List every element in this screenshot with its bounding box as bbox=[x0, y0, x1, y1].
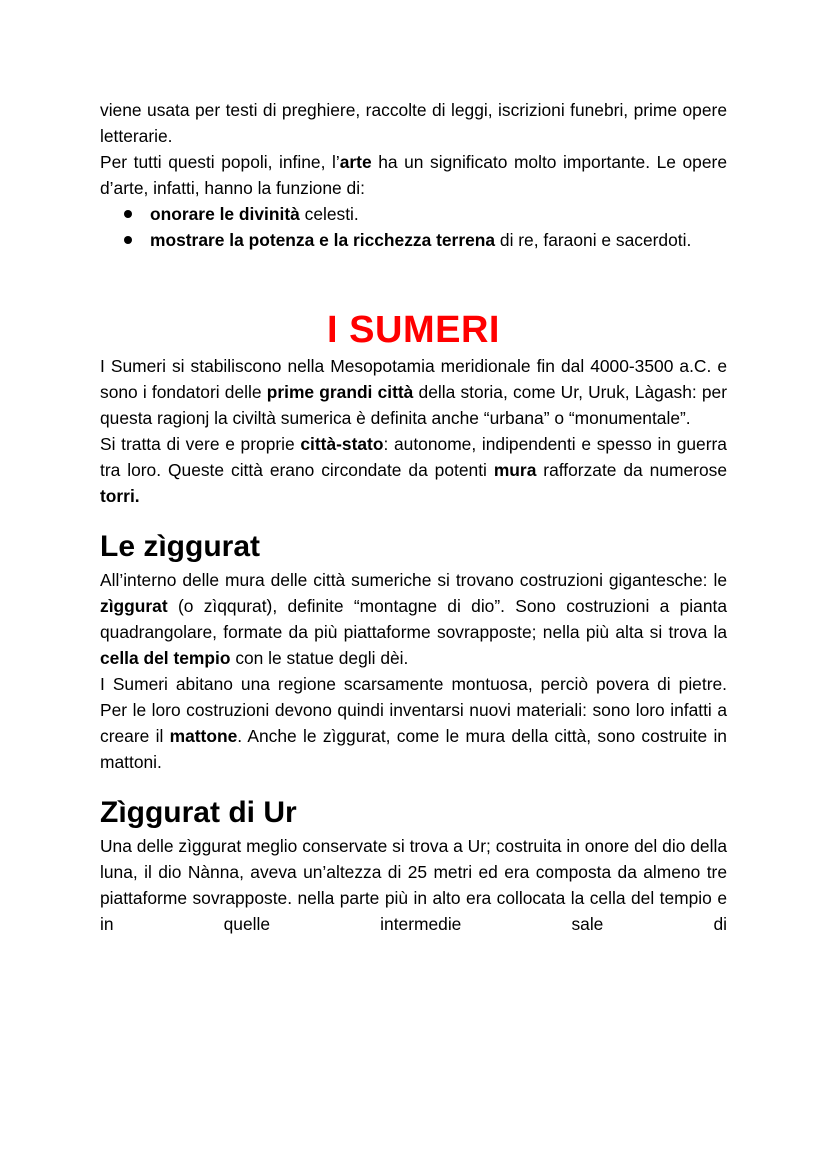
ziggurat-p1-text-3: con le statue degli dèi. bbox=[230, 648, 409, 668]
intro-paragraph-1: viene usata per testi di preghiere, raccolte di leggi, iscrizioni funebri, prime opere letterarie. bbox=[100, 100, 727, 146]
ziggurat-p1-bold-2: cella del tempio bbox=[100, 648, 231, 668]
sumeri-p2-bold-1: città-stato bbox=[300, 434, 384, 454]
section-heading-ur: Zìggurat di Ur bbox=[100, 796, 297, 829]
ziggurat-p1-text-2: (o zìqqurat), definite “montagne di dio”. Sono costruzioni a pianta quadrangolare, formate da più piattaforme sovrapposte; nella più alta si trova la bbox=[100, 596, 727, 642]
sumeri-p2-text-1: Si tratta di vere e proprie bbox=[100, 434, 301, 454]
section-heading-ziggurat: Le zìggurat bbox=[100, 530, 261, 563]
ziggurat-p1-bold-1: zìggurat bbox=[100, 596, 168, 616]
bullet-icon bbox=[124, 210, 132, 218]
intro-p2-text-2: ha un significato molto importante. Le opere d’arte, infatti, hanno la funzione di: bbox=[100, 152, 727, 198]
intro-p2-bold: arte bbox=[339, 152, 372, 172]
ziggurat-p2-text-1: I Sumeri abitano una regione scarsamente montuosa, perciò povera di pietre. Per le loro costruzioni devono quindi inventarsi nuovi materiali: sono loro infatti a creare il bbox=[100, 674, 727, 746]
section-spacer bbox=[100, 509, 727, 527]
list-item-bold: mostrare la potenza e la ricchezza terrena bbox=[150, 230, 496, 250]
intro-paragraph-2 bbox=[100, 149, 727, 201]
ziggurat-p2-text-2: . Anche le zìggurat, come le mura della città, sono costruite in mattoni. bbox=[100, 726, 727, 772]
page-title: I SUMERI bbox=[327, 309, 500, 351]
sumeri-p1-bold: prime grandi città bbox=[266, 382, 414, 402]
list-item bbox=[100, 227, 727, 253]
ur-paragraph-1: Una delle zìggurat meglio conservate si trova a Ur; costruita in onore del dio della luna, il dio Nànna, aveva un’altezza di 25 metri ed era composta da almeno tre piattaforme sovrapposte. nella parte più in alto era collocata la cella del tempio e in quelle intermedie sale di bbox=[100, 836, 727, 934]
list-item bbox=[100, 201, 727, 227]
sumeri-paragraph-2 bbox=[100, 431, 727, 509]
ziggurat-p2-bold: mattone bbox=[169, 726, 238, 746]
ziggurat-paragraph-2 bbox=[100, 671, 727, 775]
sumeri-p1-text-2: della storia, come Ur, Uruk, Làgash: per questa ragionj la civiltà sumerica è definita anche “urbana” o “monumentale”. bbox=[100, 382, 728, 428]
function-list bbox=[100, 201, 727, 253]
ziggurat-paragraph-1 bbox=[100, 567, 727, 671]
sumeri-p1-text-1: I Sumeri si stabiliscono nella Mesopotamia meridionale fin dal 4000-3500 a.C. e sono i fondatori delle bbox=[100, 356, 727, 402]
section-spacer bbox=[100, 775, 727, 793]
sumeri-p2-bold-3: torri. bbox=[100, 486, 140, 506]
sumeri-p2-text-2: : autonome, indipendenti e spesso in guerra tra loro. Queste città erano circondate da potenti bbox=[100, 434, 727, 480]
list-item-text: celesti. bbox=[299, 204, 359, 224]
intro-p2-text-1: Per tutti questi popoli, infine, l’ bbox=[100, 152, 340, 172]
list-item-text: di re, faraoni e sacerdoti. bbox=[495, 230, 692, 250]
document-page bbox=[100, 97, 727, 937]
bullet-icon bbox=[124, 236, 132, 244]
ziggurat-p1-text-1: All’interno delle mura delle città sumeriche si trovano costruzioni gigantesche: le bbox=[100, 570, 727, 590]
list-item-bold: onorare le divinità bbox=[150, 204, 300, 224]
sumeri-p2-bold-2: mura bbox=[493, 460, 537, 480]
sumeri-p2-text-3: rafforzate da numerose bbox=[536, 460, 727, 480]
sumeri-paragraph-1 bbox=[100, 353, 727, 431]
